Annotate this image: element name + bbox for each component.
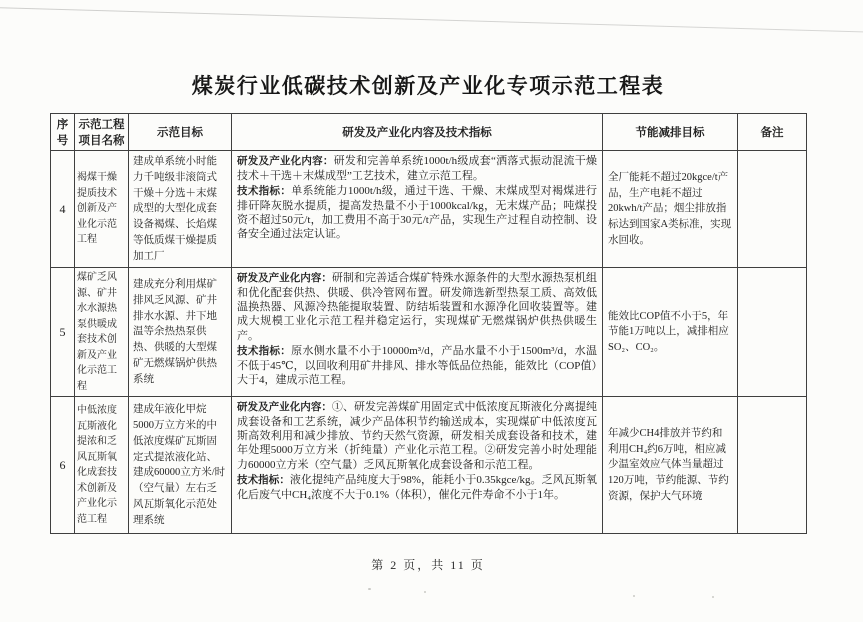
cell-remark — [738, 268, 807, 397]
content-text: 研发和完善单系统1000t/h级成套“洒落式振动混流干燥技术＋干选＋末煤成型”工艺技术，建立示范工程。 — [237, 155, 598, 182]
cell-saving: 能效比COP值不小于5，年节能1万吨以上，减排相应SO₂、CO₂。 — [603, 268, 738, 397]
cell-remark — [738, 397, 807, 534]
tech-label: 技术指标： — [237, 345, 292, 358]
tech-paragraph — [237, 473, 597, 502]
header-project-name: 示范工程项目名称 — [75, 114, 129, 151]
header-seq: 序号 — [51, 114, 75, 151]
cell-project-name: 褐煤干燥提质技术创新及产业化示范工程 — [75, 151, 129, 268]
header-content: 研发及产业化内容及技术指标 — [232, 114, 603, 151]
content-paragraph — [237, 154, 597, 183]
header-row — [51, 114, 807, 151]
scan-edge-line — [0, 7, 863, 36]
scan-speck — [633, 595, 635, 597]
cell-remark — [738, 151, 807, 268]
scan-speck — [368, 588, 371, 590]
table-row — [51, 268, 807, 397]
content-label: 研发及产业化内容： — [237, 401, 332, 414]
cell-goal: 建成年液化甲烷5000万立方米的中低浓度煤矿瓦斯固定式提浓液化站、建成60000立方米/时（空气量）左右乏风瓦斯氧化示范处理系统 — [129, 397, 232, 534]
table-row — [51, 151, 807, 268]
page-title: 煤炭行业低碳技术创新及产业化专项示范工程表 — [191, 74, 665, 98]
cell-goal: 建成单系统小时能力千吨级非滚筒式干燥＋分选＋末煤成型的大型化成套设备褐煤、长焰煤等低质煤干燥提质加工厂 — [129, 151, 232, 268]
cell-saving: 年减少CH4排放并节约和利用CH₄约6万吨，相应减少温室效应气体当量超过120万吨，节约能源、节约资源，保护大气环境 — [603, 397, 738, 534]
header-remark: 备注 — [738, 114, 807, 151]
header-goal: 示范目标 — [129, 114, 232, 151]
tech-label: 技术指标： — [237, 184, 292, 197]
tech-text: 单系统能力1000t/h级，通过干选、干燥、末煤成型对褐煤进行排矸降灰脱水提质，提高发热量不小于1000kcal/kg，无末煤产品；吨煤投资不超过50元/t，加工费用不高于30元/t产品，实现生产过程自动控制、设备安全通过法定认证。 — [237, 184, 597, 241]
content-paragraph — [237, 271, 597, 343]
tech-text: 原水侧水量不小于10000m³/d，产品水量不小于1500m³/d，水温不低于45℃，以回收利用矿井排风、排水等低品位热能，能效比（COP值）大于4，建成示范工程。 — [237, 345, 597, 387]
content-text: 研制和完善适合煤矿特殊水源条件的大型水源热泵机组和优化配套供热、供暖、供冷管网布置。研发筛选新型热泵工质、高效低温换热器、风源冷热能提取装置、防结垢装置和水源净化回收装置等。建成大规模工业化示范工程并稳定运行，实现煤矿无燃煤锅炉供热供暖生产。 — [237, 272, 597, 342]
tech-text: 液化提纯产品纯度大于98%，能耗小于0.35kgce/kg。乏风瓦斯氧化后废气中CH₄浓度不大于0.1%（体积），催化元件寿命不小于1年。 — [237, 474, 598, 501]
scan-speck — [712, 596, 714, 598]
projects-table — [50, 113, 807, 534]
cell-seq: 4 — [51, 151, 75, 268]
cell-content — [232, 397, 603, 534]
scan-speck — [424, 591, 426, 593]
content-text: ①、研发完善煤矿用固定式中低浓度瓦斯液化分离提纯成套设备和工艺系统，减少产品体积节约输送成本，实现煤矿中低浓度瓦斯高效利用和减少排放、节约天然气资源，研发相关成套设备和技术，建年处理5000万立方米（折纯量）产业化示范工程。②研发完善小时处理能力60000立方米（空气量）乏风瓦斯氧化成套设备和示范工程。 — [237, 401, 597, 471]
tech-paragraph — [237, 344, 597, 387]
cell-seq: 5 — [51, 268, 75, 397]
content-paragraph — [237, 400, 597, 472]
tech-label: 技术指标： — [237, 474, 290, 487]
cell-goal: 建成充分利用煤矿排风乏风源、矿井排水水源、井下地温等余热热泵供热、供暖的大型煤矿无燃煤锅炉供热系统 — [129, 268, 232, 397]
cell-project-name: 煤矿乏风源、矿井水水源热泵供暖成套技术创新及产业化示范工程 — [75, 268, 129, 397]
table-row — [51, 397, 807, 534]
page-footer: 第 2 页，共 11 页 — [371, 558, 485, 572]
cell-project-name: 中低浓度瓦斯液化提浓和乏风瓦斯氧化成套技术创新及产业化示范工程 — [75, 397, 129, 534]
cell-content — [232, 268, 603, 397]
cell-content — [232, 151, 603, 268]
tech-paragraph — [237, 184, 597, 242]
content-label: 研发及产业化内容： — [237, 272, 332, 285]
content-label: 研发及产业化内容： — [237, 155, 334, 167]
header-saving: 节能减排目标 — [603, 114, 738, 151]
cell-saving: 全厂能耗不超过20kgce/t产品，生产电耗不超过20kwh/t产品；烟尘排放指标达到国家A类标准，实现水回收。 — [603, 151, 738, 268]
cell-seq: 6 — [51, 397, 75, 534]
